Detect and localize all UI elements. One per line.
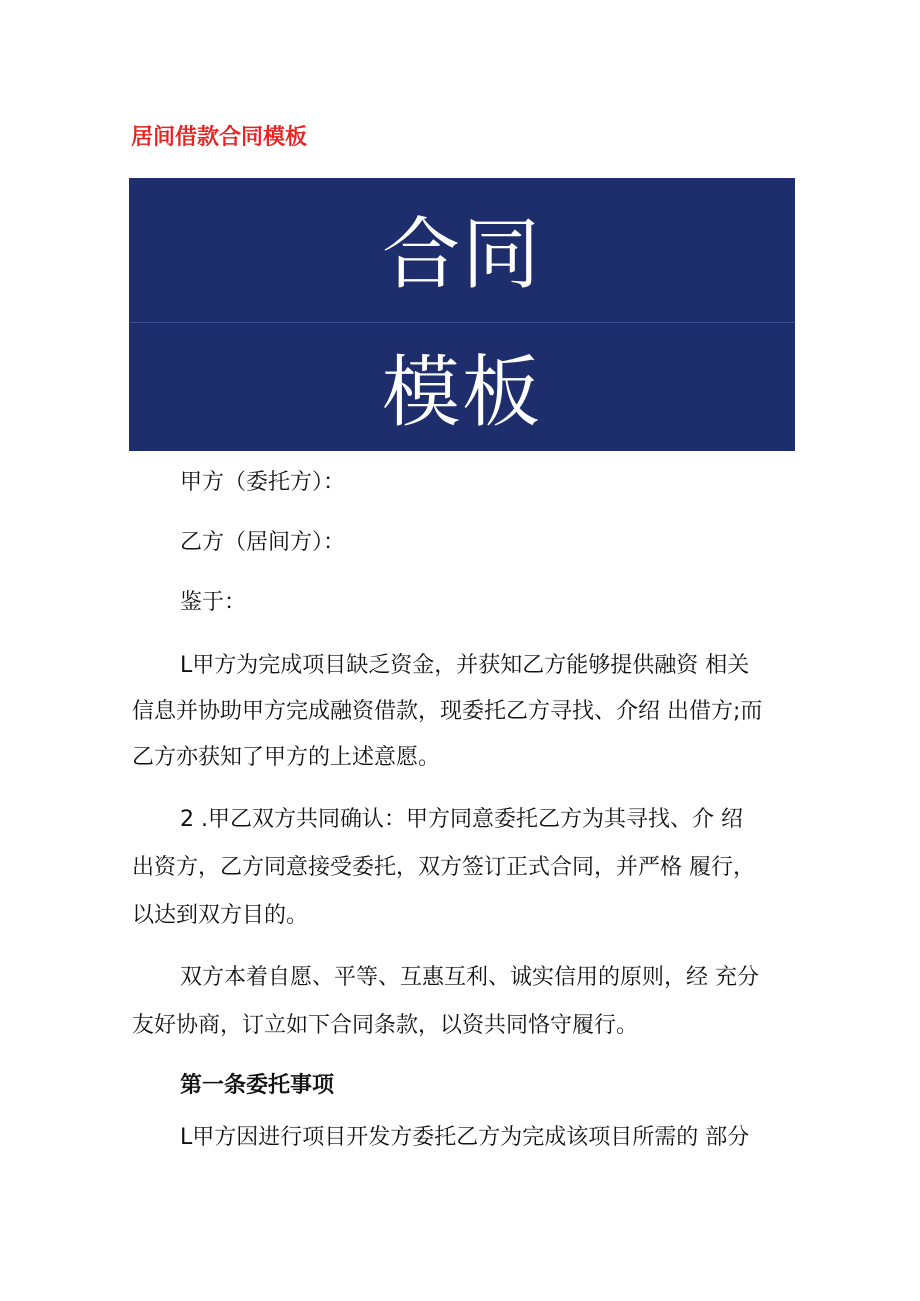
clause2-line: 出资方，乙方同意接受委托，双方签订正式合同，并严格 履行， [132, 855, 755, 880]
party-b-line: 乙方（居间方）： [180, 530, 346, 555]
banner-divider [129, 322, 795, 323]
title-banner [129, 178, 795, 451]
whereas-line: 鉴于： [180, 590, 247, 615]
clause1-line: L甲方为完成项目缺乏资金，并获知乙方能够提供融资 相关 [180, 653, 750, 678]
clause2-line: 以达到双方目的。 [132, 903, 309, 928]
document-title: 居间借款合同模板 [131, 125, 308, 150]
clause2-line: 2 .甲乙双方共同确认：甲方同意委托乙方为其寻找、介 绍 [180, 807, 743, 832]
principle-line: 双方本着自愿、平等、互惠互利、诚实信用的原则，经 充分 [180, 965, 759, 990]
article1-heading: 第一条委托事项 [180, 1073, 335, 1098]
clause1-line: 乙方亦获知了甲方的上述意愿。 [132, 745, 441, 770]
banner-text-contract: 合同 [381, 210, 542, 300]
article1-line: L甲方因进行项目开发方委托乙方为完成该项目所需的 部分 [180, 1125, 750, 1150]
principle-line: 友好协商，订立如下合同条款，以资共同恪守履行。 [132, 1013, 639, 1038]
banner-text-template: 模板 [381, 348, 542, 438]
clause1-line: 信息并协助甲方完成融资借款，现委托乙方寻找、介绍 出借方;而 [132, 699, 763, 724]
party-a-line: 甲方（委托方）： [180, 470, 346, 495]
